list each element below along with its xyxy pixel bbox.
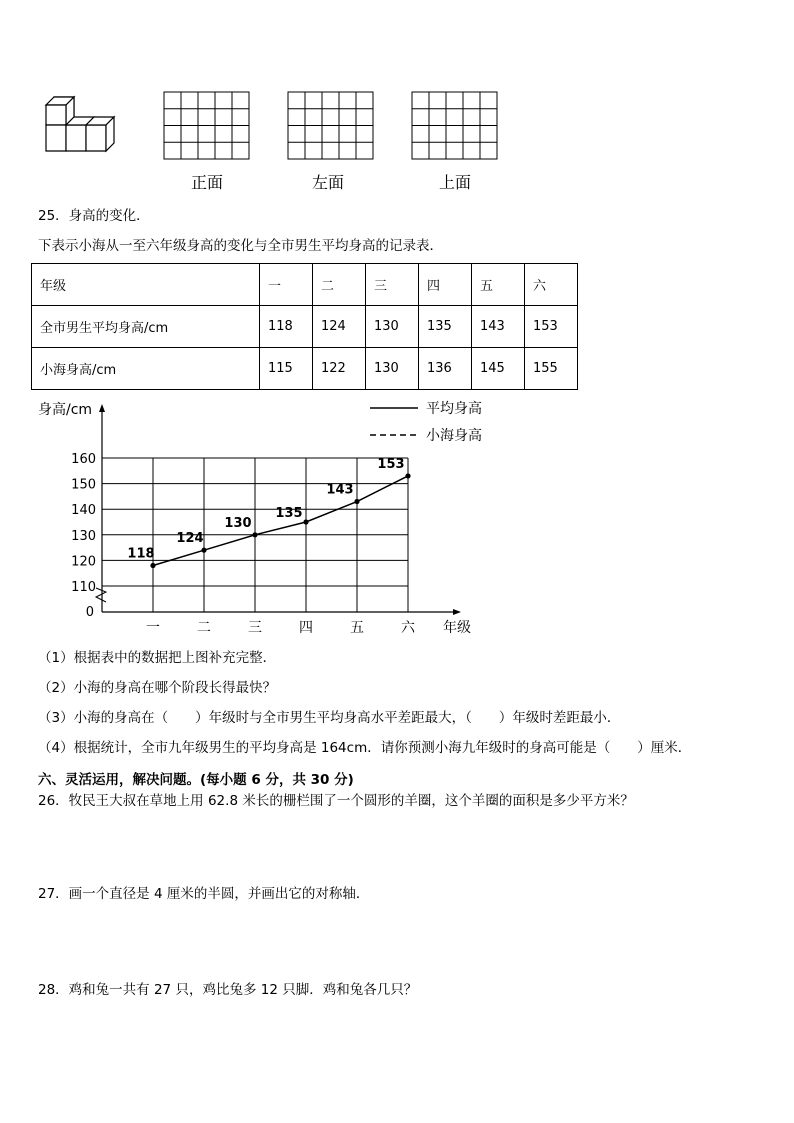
data-point [201,548,206,553]
y-tick-label: 0 [85,605,94,620]
q27-text: 27．画一个直径是 4 厘米的半圆，并画出它的对称轴． [38,886,370,902]
data-point [303,519,308,524]
table-cell: 124 [313,306,366,348]
y-tick-label: 140 [71,503,96,519]
data-point [405,473,410,478]
x-tick-label: 四 [299,620,313,636]
y-axis-label: 身高/cm [38,402,93,418]
left-view-grid[interactable] [287,91,375,161]
table-cell: 五 [472,264,525,306]
table-cell: 一 [260,264,313,306]
q25-sub4: （4）根据统计，全市九年级男生的平均身高是 164cm．请你预测小海九年级时的身高可能是（ ）厘米． [38,740,692,756]
height-line-chart [30,392,500,642]
axis-break [96,588,106,602]
y-tick-label: 160 [71,452,96,467]
section-6-title: 六、灵活运用，解决问题。(每小题 6 分，共 30 分) [38,772,354,788]
data-point [150,563,155,568]
top-view-grid[interactable] [411,91,499,161]
top-view-label: 上面 [439,173,472,192]
table-cell: 136 [419,348,472,390]
front-view-grid[interactable] [163,91,251,161]
y-tick-label: 130 [71,528,96,544]
x-axis-label: 年级 [443,620,471,636]
x-tick-label: 五 [350,620,364,636]
data-label: 135 [275,506,303,521]
table-cell: 四 [419,264,472,306]
x-tick-label: 三 [248,620,262,636]
table-cell: 全市男生平均身高/cm [32,306,260,348]
front-view-label: 正面 [191,173,224,192]
data-label: 130 [224,515,252,531]
q25-sub1: （1）根据表中的数据把上图补充完整． [38,650,277,666]
q28-text: 28．鸡和兔一共有 27 只，鸡比兔多 12 只脚．鸡和兔各几只？ [38,982,418,998]
table-cell: 130 [366,306,419,348]
table-row [32,348,578,390]
data-label: 124 [176,531,204,547]
table-cell: 年级 [32,264,260,306]
q25-intro: 下表示小海从一至六年级身高的变化与全市男生平均身高的记录表． [38,238,443,254]
table-cell: 145 [472,348,525,390]
data-label: 153 [377,456,405,472]
legend-label: 平均身高 [426,401,482,417]
x-axis-arrow [453,609,461,615]
table-cell: 155 [525,348,578,390]
table-cell: 153 [525,306,578,348]
y-tick-label: 120 [71,554,96,570]
table-row [32,306,578,348]
height-record-table [31,263,578,390]
table-cell: 二 [313,264,366,306]
y-tick-label: 150 [71,477,96,493]
table-cell: 143 [472,306,525,348]
q26-text: 26．牧民王大叔在草地上用 62.8 米长的栅栏围了一个圆形的羊圈，这个羊圈的面积是多少平方米？ [38,793,634,809]
table-cell: 三 [366,264,419,306]
table-cell: 六 [525,264,578,306]
table-cell: 122 [313,348,366,390]
table-row [32,264,578,306]
q25-sub2: （2）小海的身高在哪个阶段长得最快？ [38,680,277,696]
x-tick-label: 六 [401,620,415,636]
data-label: 143 [326,482,354,498]
table-cell: 小海身高/cm [32,348,260,390]
data-point [354,499,359,504]
x-tick-label: 一 [146,620,160,636]
table-cell: 135 [419,306,472,348]
y-axis-arrow [99,404,105,412]
legend-label: 小海身高 [426,428,482,444]
q25-title: 25．身高的变化． [38,208,150,224]
table-cell: 130 [366,348,419,390]
x-tick-label: 二 [197,620,211,636]
q25-sub3: （3）小海的身高在（ ）年级时与全市男生平均身高水平差距最大，（ ）年级时差距最小． [38,710,621,726]
table-cell: 118 [260,306,313,348]
left-view-label: 左面 [312,173,345,192]
data-point [252,532,257,537]
table-cell: 115 [260,348,313,390]
y-tick-label: 110 [71,580,96,595]
cube-figure [40,95,124,157]
data-label: 118 [127,546,155,562]
